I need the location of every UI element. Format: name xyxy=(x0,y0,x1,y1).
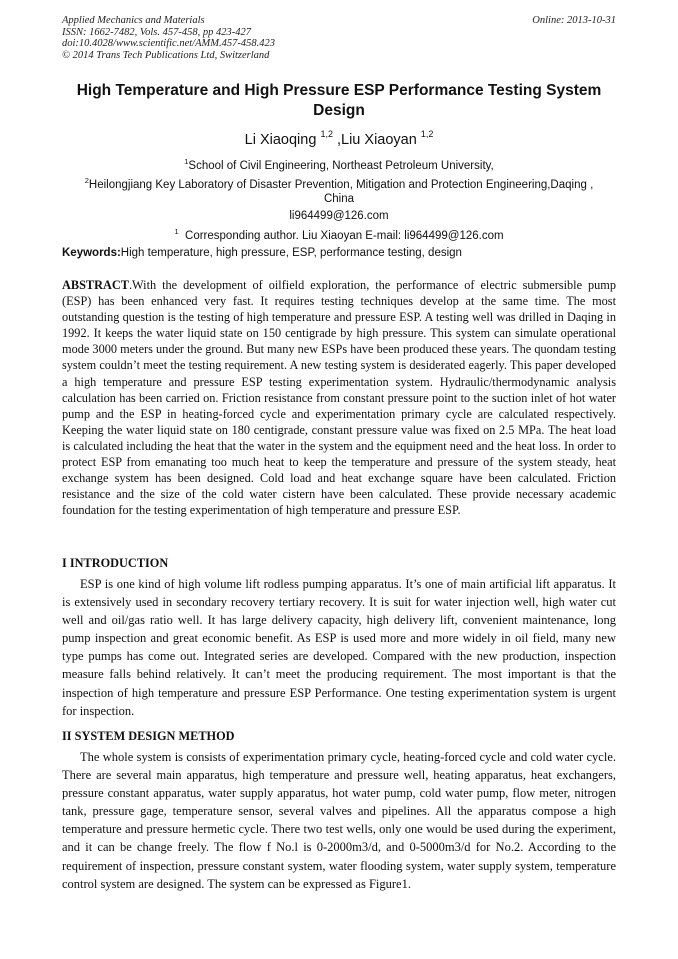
author-affiliation-mark: 1,2 xyxy=(420,129,434,139)
keywords-label: Keywords: xyxy=(62,247,121,259)
author-line xyxy=(62,125,616,149)
issn-line: ISSN: 1662-7482, Vols. 457-458, pp 423-427 xyxy=(62,26,251,38)
keywords-text: High temperature, high pressure, ESP, performance testing, design xyxy=(120,247,462,259)
section-heading-system-design: II SYSTEM DESIGN METHOD xyxy=(62,729,235,743)
abstract-text: .With the development of oilfield exploration, the performance of electric submersible pump (ESP) has been enhanced very fast. It requires testing techniques develop at the same time. The most outstanding question is the testing of high temperature and pressure ESP. A testing well was drilled in Daqing in 1992. It keeps the water liquid state on 150 centigrade by high pressure. This system can simulate operational mode 3000 meters under the ground. But many new ESPs have been produced these years. The quondam testing system couldn’t meet the testing requirement. A new testing system is desiderated eagerly. This paper developed a high temperature and pressure ESP testing experimentation system. Hydraulic/thermodynamic analysis calculation has been carried on. Friction resistance from constant pressure point to the suction inlet of hot water pump and the ESP in heating-forced cycle and experimentation primary cycle are calculated respectively. Keeping the water liquid state on 180 centigrade, constant pressure value was fixed on 2.5 MPa. The heat load is calculated including the heat that the water in the system and the equipment need and the heat loss. In order to protect ESP from emanating too much heat to keep the temperature and pressure of the system steady, heat exchange system has been designed. Cold load and heat exchange square have been calculated. Friction resistance and the size of the cold water cistern have been calculated. These provide necessary academic foundation for the testing experimentation of high temperature and pressure ESP. xyxy=(62,278,616,518)
journal-header xyxy=(62,15,275,61)
author-email[interactable]: li964499@126.com xyxy=(289,210,389,222)
keywords xyxy=(62,245,616,261)
corresponding-mark: 1 xyxy=(174,227,179,236)
copyright-line: © 2014 Trans Tech Publications Ltd, Switzerland xyxy=(62,49,270,61)
affiliation-text: Heilongjiang Key Laboratory of Disaster Prevention, Mitigation and Protection Engineering,Daqing , xyxy=(88,179,594,191)
section-heading-introduction: I INTRODUCTION xyxy=(62,556,169,570)
paper-title: High Temperature and High Pressure ESP Performance Testing System Design xyxy=(76,82,602,119)
journal-name: Applied Mechanics and Materials xyxy=(62,15,205,26)
corresponding-text: Corresponding author. Liu Xiaoyan E-mail: li964499@126.com xyxy=(185,230,504,242)
author-name: Li Xiaoqing xyxy=(244,132,317,148)
author-affiliation-mark: 1,2 xyxy=(320,129,333,139)
affiliation-mark: 1 xyxy=(184,157,189,166)
abstract xyxy=(62,277,616,518)
author-name: ,Liu Xiaoyan xyxy=(336,132,417,148)
abstract-label: ABSTRACT xyxy=(62,278,129,292)
introduction-paragraph: ESP is one kind of high volume lift rodless pumping apparatus. It’s one of main artificial lift apparatus. It is extensively used in secondary recovery tertiary recovery. It is suit for water injection well, high water cut well and oil/gas ratio well. It has large delivery capacity, high delivery lift, convenient maintenance, long pump inspection and great economic benefit. As ESP is used more and more widely in oil field, many new type pumps has come out. Integrated series are developed. Compared with the new production, inspection measure falls behind relatively. It can’t meet the producing requirement. The most important is that the inspection of high temperature and pressure ESP Performance. One testing experimentation system is urgent for inspection. xyxy=(62,577,616,718)
corresponding-author xyxy=(58,222,620,246)
affiliation-2-country: China xyxy=(323,193,355,205)
system-design-paragraph: The whole system is consists of experimentation primary cycle, heating-forced cycle and cold water cycle. There are several main apparatus, high temperature and pressure well, heating apparatus, heat exchangers, pressure constant apparatus, water supply apparatus, hot water pump, cold water pump, flow meter, nitrogen tank, pressure gage, temperature sensor, several valves and pipelines. All the apparatus compose a high temperature and pressure hermetic cycle. There two test wells, only one would be used during the experiment, and it can be change freely. The flow f No.l is 0-2000m3/d, and 0-5000m3/d for No.2. According to the requirement of inspection, pressure constant system, water flooding system, water supply system, temperature control system are designed. The system can be expressed as Figure1. xyxy=(62,750,616,891)
online-date: Online: 2013-10-31 xyxy=(532,15,616,26)
affiliation-mark: 2 xyxy=(84,176,89,185)
doi-line[interactable]: doi:10.4028/www.scientific.net/AMM.457-458.423 xyxy=(62,38,275,49)
affiliation-text: School of Civil Engineering, Northeast Petroleum University, xyxy=(188,160,494,172)
